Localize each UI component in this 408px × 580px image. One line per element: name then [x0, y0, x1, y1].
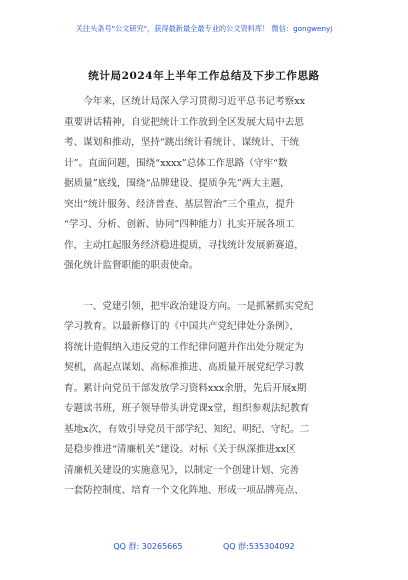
- text-line: 育。累计向党员干部发放学习资料xxx余册，先后开展x期: [64, 382, 307, 394]
- text-line: 专题读书班，班子领导带头讲党课x堂，组织参观法纪教育: [64, 403, 310, 414]
- text-line: 突出“统计服务、经济普查、基层智治”三个重点，提升: [64, 198, 295, 210]
- document-title: 统计局2024年上半年工作总结及下步工作思路: [88, 70, 320, 82]
- text-line: 一套防控制度、培育一个文化阵地、形成一项品牌亮点、: [64, 485, 304, 496]
- text-line: 据质量”底线，围绕“品牌建设、提质争先”两大主题，: [64, 178, 290, 189]
- text-line: 考、谋划和推动，坚持“跳出统计看统计、谋统计、干统: [64, 137, 300, 148]
- text-line: 作，主动扛起服务经济稳进提质，寻找统计发展新赛道，: [64, 239, 304, 251]
- paragraph-section-one: [64, 297, 354, 502]
- text-line: 一、党建引领，把牢政治建设方向。一是抓紧抓实党纪: [64, 300, 314, 312]
- text-line: “学习、分析、创新、协同”四种能力）扎实开展各项工: [64, 219, 295, 230]
- text-line: 基地x次，有效引导党员干部学纪、知纪、明纪、守纪。二: [64, 423, 310, 435]
- text-line: 计”。直面问题，围绕“xxxx”总体工作思路（守牢“数: [64, 157, 288, 169]
- text-line: 强化统计监督职能的职责使命。: [64, 260, 199, 271]
- document-body: [64, 92, 354, 502]
- text-line: 契机，高起点谋划、高标准推进、高质量开展党纪学习教: [64, 362, 304, 373]
- header-banner: 关注头条号"公文研究"，获得最新最全最专业的公文资料库！ 微信：gongwenyj: [75, 24, 333, 33]
- text-line: 今年来，区统计局深入学习贯彻习近平总书记考察xx: [64, 96, 306, 107]
- text-line: 清廉机关建设的实施意见》，以制定一个创建计划、完善: [64, 464, 300, 476]
- text-line: 重要讲话精神，自觉把统计工作放到全区发展大局中去思: [64, 116, 304, 128]
- footer-qq-group-2: QQ 群:535304092: [223, 542, 295, 551]
- footer-qq-group-1: QQ 群: 30265665: [113, 542, 183, 551]
- text-line: 是稳步推进“清廉机关”建设。对标《关于纵深推进xx区: [64, 444, 296, 455]
- paragraph-intro: [64, 92, 354, 277]
- text-line: 将统计造假纳入违反党的工作纪律问题并作出处分规定为: [64, 341, 304, 353]
- footer-contact: [0, 541, 408, 552]
- text-line: 学习教育。以最新修订的《中国共产党纪律处分条例》，: [64, 321, 300, 332]
